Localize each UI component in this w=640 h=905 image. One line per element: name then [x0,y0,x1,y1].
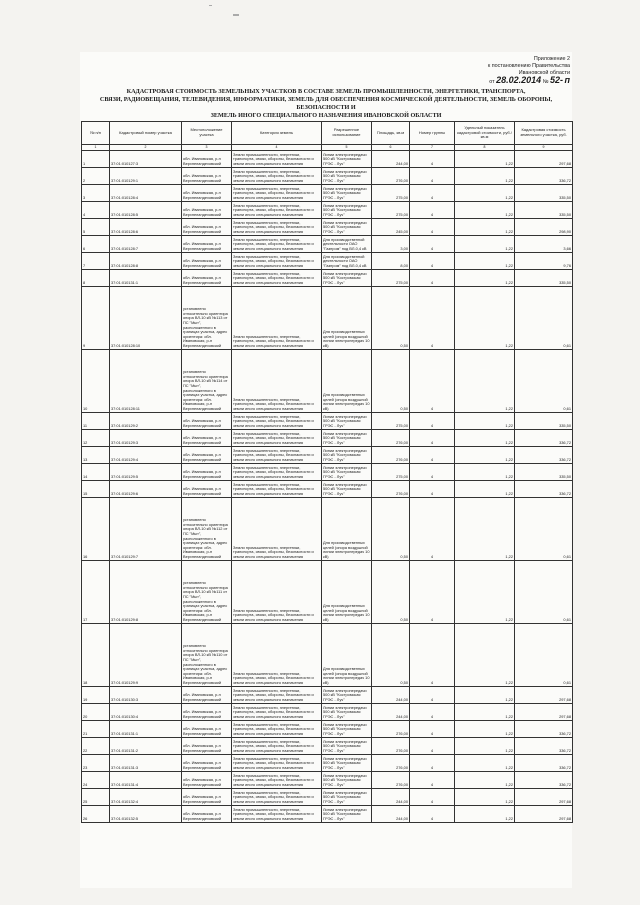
group-number: 4 [410,269,455,286]
location: обл. Ивановская, р-н Верхнеландеховский [182,167,232,184]
area: 244,00 [372,686,410,703]
area: 276,00 [372,720,410,737]
cadastral-number: 37:01:010128:6 [110,218,182,235]
land-category: Земли промышленности, энергетики, транспорта, связи, обороны, безопасности и земли иного специального назначения [232,184,322,201]
table-row [82,788,573,805]
specific-value: 1,22 [455,150,515,167]
table-body [82,150,573,822]
area: 0,50 [372,286,410,349]
permitted-use: Линии электропередачи 500 кВ "Костромская ГРЭС - Луч" [322,150,372,167]
table-row [82,269,573,286]
area: 275,00 [372,184,410,201]
cadastral-number: 37:01:010130:4 [110,703,182,720]
permitted-use: Линии электропередачи 500 кВ "Костромская ГРЭС - Луч" [322,788,372,805]
column-header: Местоположение участка [182,122,232,145]
group-number: 4 [410,754,455,771]
cadastral-value: 335,50 [515,269,573,286]
row-number: 8 [82,269,110,286]
area: 244,00 [372,150,410,167]
location: обл. Ивановская, р-н Верхнеландеховский [182,218,232,235]
area: 8,00 [372,252,410,269]
column-number: 5 [322,145,372,151]
table-row [82,218,573,235]
specific-value: 1,22 [455,446,515,463]
location: установлено относительно ориентира опора ВЛ-10 кВ №113 от ПС "Мыт", расположенного в границах участка, адрес ориентира: обл. Ивановская, р-н Верхнеландеховский [182,286,232,349]
table-row [82,771,573,788]
location: обл. Ивановская, р-н Верхнеландеховский [182,754,232,771]
table-row [82,286,573,349]
table-row [82,480,573,497]
permitted-use: Линии электропередачи 500 кВ "Костромская ГРЭС - Луч" [322,429,372,446]
area: 275,00 [372,412,410,429]
row-number: 25 [82,788,110,805]
location: обл. Ивановская, р-н Верхнеландеховский [182,429,232,446]
column-header: Категория земель [232,122,322,145]
table-row [82,463,573,480]
row-number: 21 [82,720,110,737]
location: обл. Ивановская, р-н Верхнеландеховский [182,252,232,269]
table-row [82,737,573,754]
cadastral-number: 37:01:010128:10 [110,286,182,349]
column-header: Кадастровая стоимость земельного участка, руб. [515,122,573,145]
cadastral-value: 336,72 [515,167,573,184]
land-category: Земли промышленности, энергетики, транспорта, связи, обороны, безопасности и земли иного специального назначения [232,737,322,754]
row-number: 20 [82,703,110,720]
appendix-date: 28.02.2014 [496,75,542,85]
row-number: 3 [82,184,110,201]
location: установлено относительно ориентира опора ВЛ-10 кВ №111 от ПС "Мыт", расположенного в границах участка, адрес ориентира: обл. Ивановская, р-н Верхнеландеховский [182,560,232,623]
column-number: 8 [455,145,515,151]
cadastral-value: 336,72 [515,480,573,497]
row-number: 15 [82,480,110,497]
area: 244,00 [372,788,410,805]
row-number: 1 [82,150,110,167]
land-category: Земли промышленности, энергетики, транспорта, связи, обороны, безопасности и земли иного специального назначения [232,497,322,560]
cadastral-number: 37:01:010127:3 [110,150,182,167]
specific-value: 1,22 [455,686,515,703]
specific-value: 1,22 [455,497,515,560]
specific-value: 1,22 [455,771,515,788]
title-line-3: ЗЕМЕЛЬ ИНОГО СПЕЦИАЛЬНОГО НАЗНАЧЕНИЯ ИВАНОВСКОЙ ОБЛАСТИ [210,112,442,119]
column-number: 1 [82,145,110,151]
column-header: Удельный показатель кадастровой стоимости, руб./кв.м [455,122,515,145]
permitted-use: Для производственных целей (опора воздушной линии электропередач 10 кВ) [322,623,372,686]
cadastral-number: 37:01:010128:5 [110,201,182,218]
table-row [82,560,573,623]
appendix-decree: к постановлению Правительства [487,63,570,69]
row-number: 7 [82,252,110,269]
row-number: 19 [82,686,110,703]
area: 276,00 [372,480,410,497]
area: 244,00 [372,703,410,720]
permitted-use: Для производственных целей (опора воздушной линии электропередач 10 кВ) [322,349,372,412]
permitted-use: Для производственной деятельности ОАО "Газпром" под ВЛ-0,4 кВ [322,252,372,269]
land-category: Земли промышленности, энергетики, транспорта, связи, обороны, безопасности и земли иного специального назначения [232,788,322,805]
row-number: 24 [82,771,110,788]
specific-value: 1,22 [455,167,515,184]
cadastral-value: 298,90 [515,218,573,235]
land-category: Земли промышленности, энергетики, транспорта, связи, обороны, безопасности и земли иного специального назначения [232,167,322,184]
area: 245,00 [372,218,410,235]
scan-speck [209,5,212,6]
cadastral-number: 37:01:010129:4 [110,446,182,463]
location: обл. Ивановская, р-н Верхнеландеховский [182,788,232,805]
column-header: Разрешенное использование [322,122,372,145]
cadastral-number: 37:01:010129:9 [110,623,182,686]
land-category: Земли промышленности, энергетики, транспорта, связи, обороны, безопасности и земли иного специального назначения [232,480,322,497]
specific-value: 1,22 [455,805,515,822]
area: 0,50 [372,560,410,623]
land-category: Земли промышленности, энергетики, транспорта, связи, обороны, безопасности и земли иного специального назначения [232,429,322,446]
cadastral-number: 37:01:010128:7 [110,235,182,252]
group-number: 4 [410,286,455,349]
group-number: 4 [410,497,455,560]
title-line-1: КАДАСТРОВАЯ СТОИМОСТЬ ЗЕМЕЛЬНЫХ УЧАСТКОВ В СОСТАВЕ ЗЕМЕЛЬ ПРОМЫШЛЕННОСТИ, ЭНЕРГЕТИКИ, ТРАНСПОРТА, [126,88,526,95]
group-number: 4 [410,167,455,184]
table-row [82,623,573,686]
cadastral-number: 37:01:010129:2 [110,412,182,429]
location: обл. Ивановская, р-н Верхнеландеховский [182,235,232,252]
cadastral-number: 37:01:010129:3 [110,429,182,446]
land-category: Земли промышленности, энергетики, транспорта, связи, обороны, безопасности и земли иного специального назначения [232,771,322,788]
cadastral-value: 335,50 [515,201,573,218]
permitted-use: Линии электропередачи 500 кВ "Костромская ГРЭС - Луч" [322,184,372,201]
location: установлено относительно ориентира опора ВЛ-10 кВ №110 от ПС "Мыт", расположенного в границах участка, адрес ориентира: обл. Ивановская, р-н Верхнеландеховский [182,623,232,686]
row-number: 5 [82,218,110,235]
land-category: Земли промышленности, энергетики, транспорта, связи, обороны, безопасности и земли иного специального назначения [232,201,322,218]
land-category: Земли промышленности, энергетики, транспорта, связи, обороны, безопасности и земли иного специального назначения [232,805,322,822]
group-number: 4 [410,463,455,480]
permitted-use: Для производственных целей (опора воздушной линии электропередач 10 кВ) [322,560,372,623]
row-number: 22 [82,737,110,754]
land-category: Земли промышленности, энергетики, транспорта, связи, обороны, безопасности и земли иного специального назначения [232,703,322,720]
appendix-date-line [488,77,570,86]
specific-value: 1,22 [455,480,515,497]
group-number: 4 [410,480,455,497]
table-row [82,412,573,429]
table-row [82,703,573,720]
cadastral-table [81,121,573,823]
cadastral-value: 297,68 [515,788,573,805]
specific-value: 1,22 [455,201,515,218]
permitted-use: Линии электропередачи 500 кВ "Костромская ГРЭС - Луч" [322,754,372,771]
location: обл. Ивановская, р-н Верхнеландеховский [182,150,232,167]
cadastral-value: 0,61 [515,349,573,412]
scan-speck [233,14,239,16]
table-row [82,754,573,771]
group-number: 4 [410,771,455,788]
specific-value: 1,22 [455,788,515,805]
cadastral-value: 336,72 [515,446,573,463]
group-number: 4 [410,788,455,805]
row-number: 13 [82,446,110,463]
table-row [82,150,573,167]
permitted-use: Линии электропередачи 500 кВ "Костромская ГРЭС - Луч" [322,412,372,429]
cadastral-value: 297,68 [515,703,573,720]
land-category: Земли промышленности, энергетики, транспорта, связи, обороны, безопасности и земли иного специального назначения [232,412,322,429]
table-row [82,497,573,560]
cadastral-value: 297,68 [515,686,573,703]
location: обл. Ивановская, р-н Верхнеландеховский [182,703,232,720]
cadastral-value: 297,68 [515,805,573,822]
specific-value: 1,22 [455,218,515,235]
cadastral-value: 0,61 [515,623,573,686]
cadastral-number: 37:01:010130:3 [110,686,182,703]
row-number: 9 [82,286,110,349]
permitted-use: Для производственных целей (опора воздушной линии электропередач 10 кВ) [322,286,372,349]
row-number: 26 [82,805,110,822]
area: 276,00 [372,167,410,184]
cadastral-number: 37:01:010131:2 [110,737,182,754]
cadastral-value: 297,68 [515,150,573,167]
specific-value: 1,22 [455,269,515,286]
table-row [82,429,573,446]
cadastral-number: 37:01:010131:4 [110,771,182,788]
location: обл. Ивановская, р-н Верхнеландеховский [182,201,232,218]
cadastral-number: 37:01:010132:5 [110,805,182,822]
land-category: Земли промышленности, энергетики, транспорта, связи, обороны, безопасности и земли иного специального назначения [232,252,322,269]
location: обл. Ивановская, р-н Верхнеландеховский [182,446,232,463]
cadastral-number: 37:01:010129:6 [110,480,182,497]
area: 276,00 [372,429,410,446]
area: 276,00 [372,771,410,788]
column-header: Номер группы [410,122,455,145]
header-row [82,122,573,145]
location: обл. Ивановская, р-н Верхнеландеховский [182,771,232,788]
group-number: 4 [410,805,455,822]
table-row [82,805,573,822]
group-number: 4 [410,235,455,252]
cadastral-number: 37:01:010132:4 [110,788,182,805]
specific-value: 1,22 [455,560,515,623]
column-header: № п/п [82,122,110,145]
row-number: 4 [82,201,110,218]
permitted-use: Для производственных целей (опора воздушной линии электропередач 10 кВ) [322,497,372,560]
location: установлено относительно ориентира опора ВЛ-10 кВ №112 от ПС "Мыт", расположенного в границах участка, адрес ориентира: обл. Ивановская, р-н Верхнеландеховский [182,497,232,560]
permitted-use: Линии электропередачи 500 кВ "Костромская ГРЭС - Луч" [322,737,372,754]
row-number: 14 [82,463,110,480]
location: установлено относительно ориентира опора ВЛ-10 кВ №114 от ПС "Мыт", расположенного в границах участка, адрес ориентира: обл. Ивановская, р-н Верхнеландеховский [182,349,232,412]
column-header: Площадь, кв.м [372,122,410,145]
appendix-number: 52- [549,75,563,85]
appendix-label: Приложение 2 [533,56,570,62]
permitted-use: Линии электропередачи 500 кВ "Костромская ГРЭС - Луч" [322,703,372,720]
location: обл. Ивановская, р-н Верхнеландеховский [182,686,232,703]
specific-value: 1,22 [455,184,515,201]
group-number: 4 [410,184,455,201]
cadastral-value: 336,72 [515,771,573,788]
area: 276,00 [372,754,410,771]
cadastral-number: 37:01:010128:4 [110,184,182,201]
cadastral-value: 336,72 [515,429,573,446]
location: обл. Ивановская, р-н Верхнеландеховский [182,412,232,429]
area: 275,00 [372,269,410,286]
group-number: 4 [410,150,455,167]
group-number: 4 [410,623,455,686]
permitted-use: Линии электропередачи 500 кВ "Костромская ГРЭС - Луч" [322,771,372,788]
row-number: 18 [82,623,110,686]
group-number: 4 [410,429,455,446]
location: обл. Ивановская, р-н Верхнеландеховский [182,480,232,497]
land-category: Земли промышленности, энергетики, транспорта, связи, обороны, безопасности и земли иного специального назначения [232,218,322,235]
specific-value: 1,22 [455,623,515,686]
cadastral-value: 0,61 [515,286,573,349]
specific-value: 1,22 [455,235,515,252]
group-number: 4 [410,737,455,754]
location: обл. Ивановская, р-н Верхнеландеховский [182,805,232,822]
appendix-number-sign: № [542,79,549,85]
location: обл. Ивановская, р-н Верхнеландеховский [182,184,232,201]
cadastral-value: 336,72 [515,737,573,754]
appendix-region: Ивановской области [518,70,570,76]
cadastral-number: 37:01:010129:1 [110,167,182,184]
column-number: 9 [515,145,573,151]
table-row [82,167,573,184]
cadastral-number: 37:01:010129:5 [110,463,182,480]
table-row [82,184,573,201]
permitted-use: Линии электропередачи 500 кВ "Костромская ГРЭС - Луч" [322,686,372,703]
column-number: 4 [232,145,322,151]
column-number: 2 [110,145,182,151]
area: 0,50 [372,349,410,412]
permitted-use: Линии электропередачи 500 кВ "Костромская ГРЭС - Луч" [322,446,372,463]
cadastral-number: 37:01:010131:3 [110,754,182,771]
cadastral-number: 37:01:010131:1 [110,269,182,286]
specific-value: 1,22 [455,703,515,720]
appendix-number-suffix: п [564,75,570,85]
land-category: Земли промышленности, энергетики, транспорта, связи, обороны, безопасности и земли иного специального назначения [232,349,322,412]
row-number: 6 [82,235,110,252]
land-category: Земли промышленности, энергетики, транспорта, связи, обороны, безопасности и земли иного специального назначения [232,754,322,771]
group-number: 4 [410,560,455,623]
permitted-use: Линии электропередачи 500 кВ "Костромская ГРЭС - Луч" [322,218,372,235]
specific-value: 1,22 [455,286,515,349]
table-row [82,446,573,463]
permitted-use: Линии электропередачи 500 кВ "Костромская ГРЭС - Луч" [322,201,372,218]
row-number: 17 [82,560,110,623]
table-row [82,252,573,269]
document-title [80,88,572,120]
cadastral-value: 335,50 [515,412,573,429]
row-number: 11 [82,412,110,429]
cadastral-value: 336,72 [515,754,573,771]
cadastral-value: 0,61 [515,560,573,623]
cadastral-value: 336,72 [515,720,573,737]
cadastral-number: 37:01:010128:8 [110,252,182,269]
land-category: Земли промышленности, энергетики, транспорта, связи, обороны, безопасности и земли иного специального назначения [232,235,322,252]
area: 0,50 [372,623,410,686]
land-category: Земли промышленности, энергетики, транспорта, связи, обороны, безопасности и земли иного специального назначения [232,686,322,703]
group-number: 4 [410,686,455,703]
row-number: 16 [82,497,110,560]
area: 276,00 [372,446,410,463]
area: 244,00 [372,805,410,822]
group-number: 4 [410,446,455,463]
appendix-date-prefix: от [489,79,495,85]
area: 276,00 [372,737,410,754]
group-number: 4 [410,201,455,218]
specific-value: 1,22 [455,252,515,269]
area: 275,00 [372,463,410,480]
land-category: Земли промышленности, энергетики, транспорта, связи, обороны, безопасности и земли иного специального назначения [232,150,322,167]
cadastral-value: 9,76 [515,252,573,269]
specific-value: 1,22 [455,349,515,412]
land-category: Земли промышленности, энергетики, транспорта, связи, обороны, безопасности и земли иного специального назначения [232,269,322,286]
permitted-use: Линии электропередачи 500 кВ "Костромская ГРЭС - Луч" [322,167,372,184]
land-category: Земли промышленности, энергетики, транспорта, связи, обороны, безопасности и земли иного специального назначения [232,463,322,480]
column-number: 3 [182,145,232,151]
land-category: Земли промышленности, энергетики, транспорта, связи, обороны, безопасности и земли иного специального назначения [232,446,322,463]
group-number: 4 [410,349,455,412]
row-number: 12 [82,429,110,446]
specific-value: 1,22 [455,463,515,480]
permitted-use: Линии электропередачи 500 кВ "Костромская ГРЭС - Луч" [322,805,372,822]
area: 0,50 [372,497,410,560]
group-number: 4 [410,703,455,720]
table-row [82,686,573,703]
cadastral-number: 37:01:010129:8 [110,560,182,623]
group-number: 4 [410,218,455,235]
area: 3,00 [372,235,410,252]
cadastral-number: 37:01:010129:7 [110,497,182,560]
group-number: 4 [410,252,455,269]
land-category: Земли промышленности, энергетики, транспорта, связи, обороны, безопасности и земли иного специального назначения [232,286,322,349]
row-number: 23 [82,754,110,771]
table-row [82,720,573,737]
cadastral-value: 0,61 [515,497,573,560]
location: обл. Ивановская, р-н Верхнеландеховский [182,269,232,286]
permitted-use: Линии электропередачи 500 кВ "Костромская ГРЭС - Луч" [322,269,372,286]
permitted-use: Линии электропередачи 500 кВ "Костромская ГРЭС - Луч" [322,480,372,497]
permitted-use: Для производственной деятельности ОАО "Газпром" под ВЛ-0,4 кВ [322,235,372,252]
column-number: 7 [410,145,455,151]
column-header: Кадастровый номер участка [110,122,182,145]
table-row [82,235,573,252]
cadastral-value: 335,50 [515,463,573,480]
specific-value: 1,22 [455,412,515,429]
cadastral-number: 37:01:010131:1 [110,720,182,737]
table-row [82,349,573,412]
cadastral-number: 37:01:010128:11 [110,349,182,412]
row-number: 10 [82,349,110,412]
specific-value: 1,22 [455,429,515,446]
location: обл. Ивановская, р-н Верхнеландеховский [182,737,232,754]
location: обл. Ивановская, р-н Верхнеландеховский [182,463,232,480]
group-number: 4 [410,412,455,429]
location: обл. Ивановская, р-н Верхнеландеховский [182,720,232,737]
appendix-header [488,56,570,86]
permitted-use: Линии электропередачи 500 кВ "Костромская ГРЭС - Луч" [322,463,372,480]
specific-value: 1,22 [455,720,515,737]
row-number: 2 [82,167,110,184]
land-category: Земли промышленности, энергетики, транспорта, связи, обороны, безопасности и земли иного специального назначения [232,560,322,623]
cadastral-value: 3,66 [515,235,573,252]
cadastral-value: 335,50 [515,184,573,201]
land-category: Земли промышленности, энергетики, транспорта, связи, обороны, безопасности и земли иного специального назначения [232,720,322,737]
title-line-2: СВЯЗИ, РАДИОВЕЩАНИЯ, ТЕЛЕВИДЕНИЯ, ИНФОРМАТИКИ, ЗЕМЕЛЬ ДЛЯ ОБЕСПЕЧЕНИЯ КОСМИЧЕСКОЙ ДЕЯТЕЛЬНОСТИ, ЗЕМЕЛЬ ОБОРОНЫ, БЕЗОПАСНОСТИ И [99,96,553,111]
table-row [82,201,573,218]
specific-value: 1,22 [455,737,515,754]
land-category: Земли промышленности, энергетики, транспорта, связи, обороны, безопасности и земли иного специального назначения [232,623,322,686]
area: 275,00 [372,201,410,218]
column-number: 6 [372,145,410,151]
permitted-use: Линии электропередачи 500 кВ "Костромская ГРЭС - Луч" [322,720,372,737]
group-number: 4 [410,720,455,737]
specific-value: 1,22 [455,754,515,771]
